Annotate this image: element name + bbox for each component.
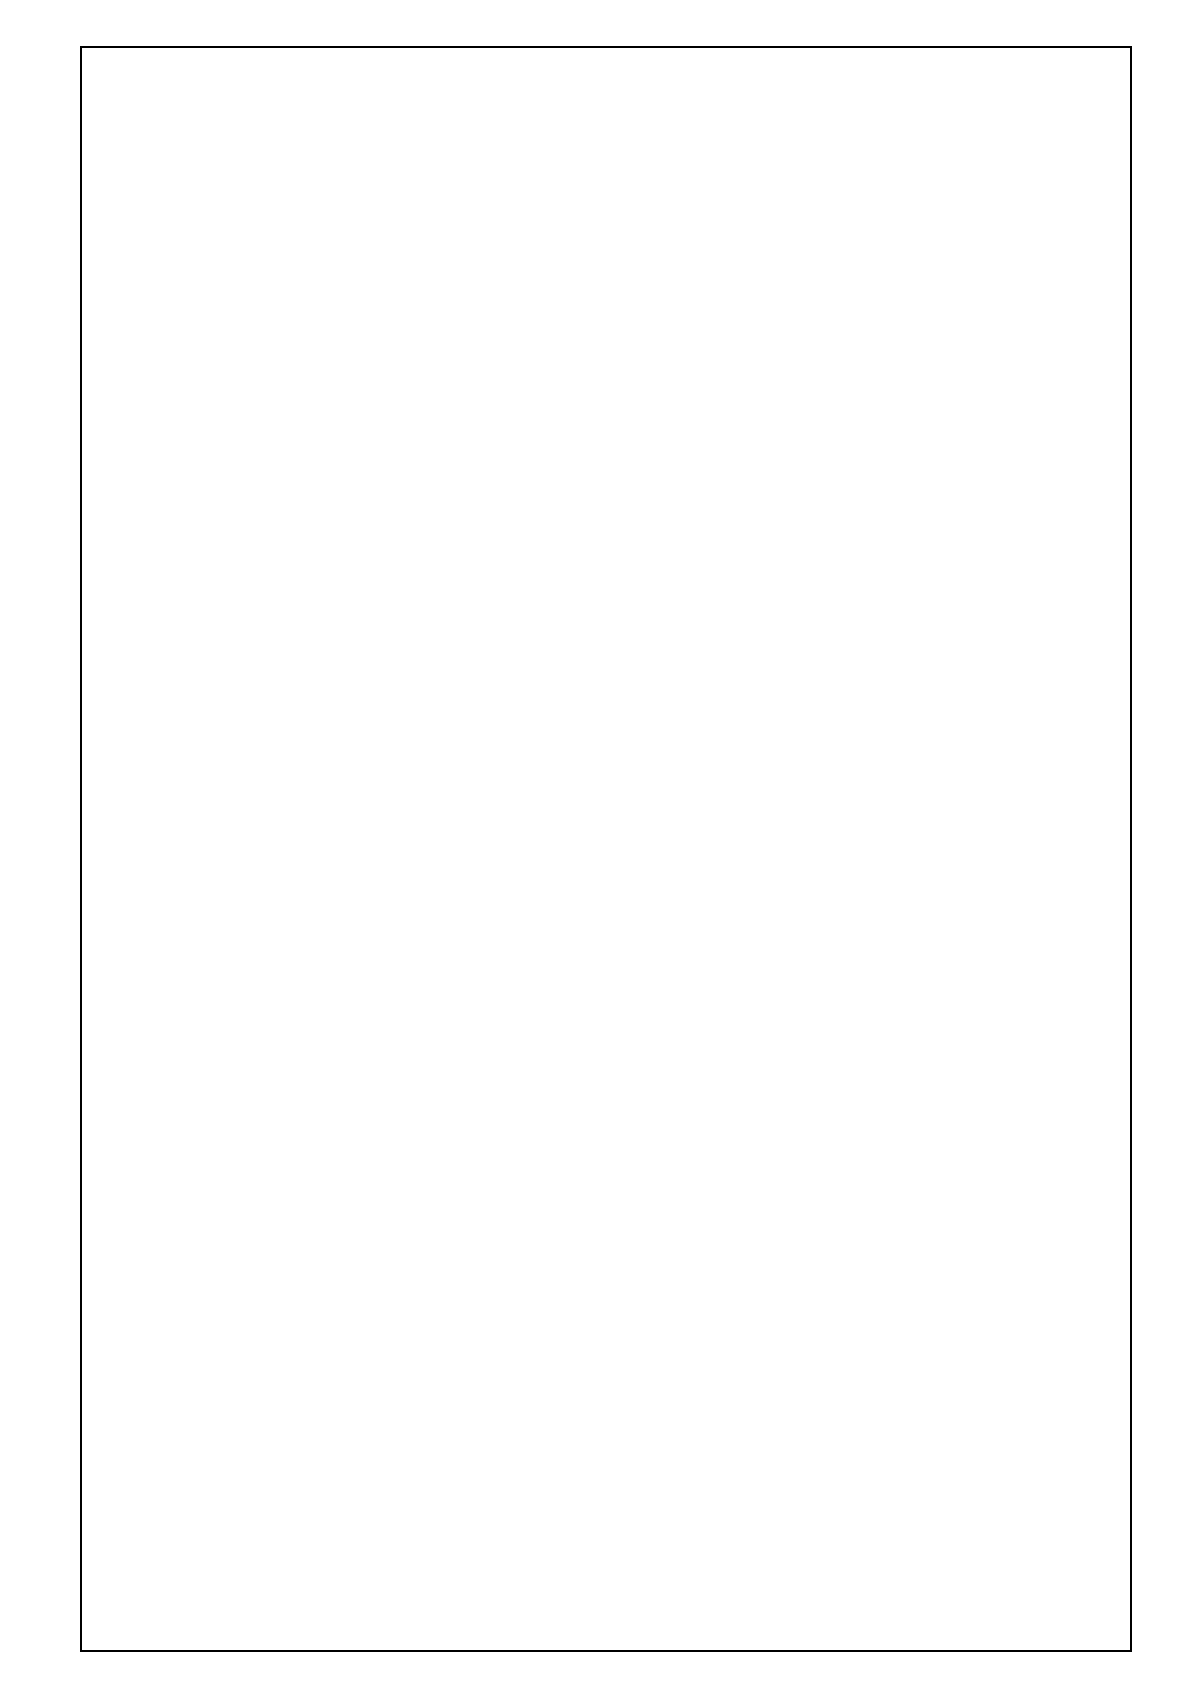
manual-sheet: [80, 46, 1132, 1652]
